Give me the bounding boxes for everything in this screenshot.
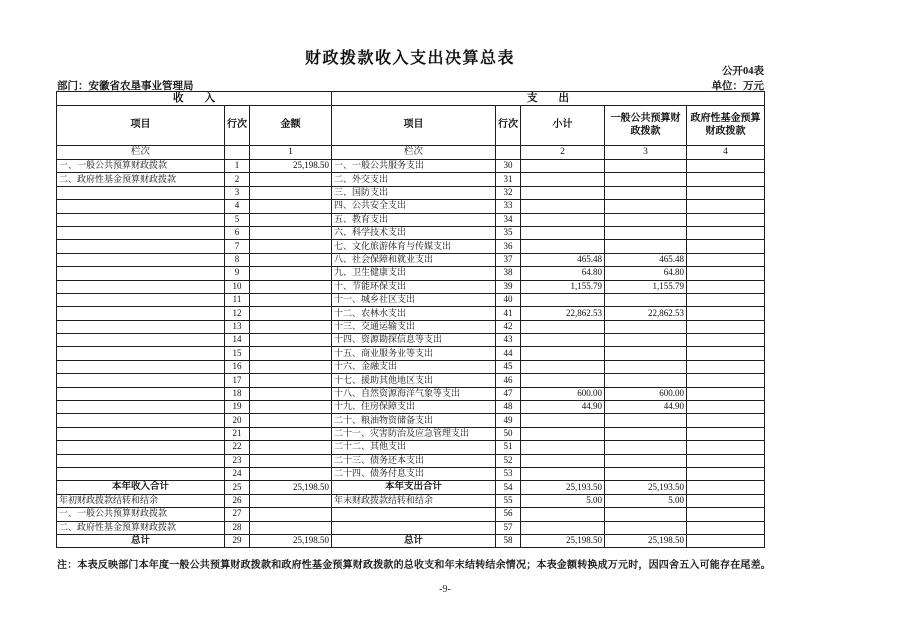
income-amount-cell	[250, 427, 332, 440]
income-amount-cell	[250, 213, 332, 226]
income-line-no-header: 行次	[225, 106, 250, 146]
section-header-row	[57, 92, 765, 106]
income-amount-cell	[250, 267, 332, 280]
table-row	[57, 160, 765, 173]
income-item-cell: 二、政府性基金预算财政拨款	[57, 521, 225, 534]
income-line-no-cell: 6	[225, 226, 250, 239]
expense-general-budget-cell: 1,155.79	[605, 280, 687, 293]
expense-subtotal-cell	[521, 160, 605, 173]
table-row	[57, 467, 765, 480]
table-row	[57, 226, 765, 239]
budget-summary-table	[56, 91, 765, 548]
form-code: 公开04表	[722, 66, 764, 77]
expense-general-budget-cell: 5.00	[605, 494, 687, 507]
expense-line-no-cell: 52	[496, 454, 521, 467]
expense-general-budget-cell	[605, 360, 687, 373]
expense-item-cell: 二十四、债务付息支出	[332, 467, 496, 480]
income-amount-cell	[250, 173, 332, 186]
expense-line-no-cell: 35	[496, 226, 521, 239]
expense-line-no-cell: 56	[496, 508, 521, 521]
expense-general-budget-cell	[605, 508, 687, 521]
expense-subtotal-cell	[521, 467, 605, 480]
income-banci-label: 栏次	[57, 146, 225, 160]
expense-gov-fund-cell	[687, 427, 765, 440]
expense-item-cell: 十二、农林水支出	[332, 307, 496, 320]
income-amount-cell	[250, 200, 332, 213]
income-item-cell	[57, 200, 225, 213]
income-amount-cell	[250, 521, 332, 534]
expense-general-budget-cell: 25,193.50	[605, 481, 687, 494]
expense-gov-fund-cell	[687, 347, 765, 360]
expense-gov-fund-cell	[687, 508, 765, 521]
expense-gov-fund-cell	[687, 401, 765, 414]
table-row	[57, 213, 765, 226]
income-amount-cell	[250, 494, 332, 507]
income-line-no-cell: 12	[225, 307, 250, 320]
department-label: 部门：安徽省农垦事业管理局	[57, 81, 194, 92]
income-item-cell	[57, 441, 225, 454]
income-line-no-cell: 14	[225, 334, 250, 347]
income-line-no-cell: 7	[225, 240, 250, 253]
expense-gov-fund-header: 政府性基金预算财政拨款	[687, 106, 765, 146]
income-amount-cell	[250, 253, 332, 266]
expense-subtotal-cell: 25,198.50	[521, 534, 605, 547]
expense-gov-fund-cell	[687, 534, 765, 547]
income-amount-cell	[250, 334, 332, 347]
expense-general-budget-cell	[605, 347, 687, 360]
income-banci-blank	[225, 146, 250, 160]
income-amount-cell	[250, 226, 332, 239]
expense-general-budget-cell	[605, 441, 687, 454]
expense-line-no-cell: 51	[496, 441, 521, 454]
expense-item-cell: 十四、资源勘探信息等支出	[332, 334, 496, 347]
expense-general-budget-cell	[605, 414, 687, 427]
income-amount-cell: 25,198.50	[250, 481, 332, 494]
income-line-no-cell: 22	[225, 441, 250, 454]
expense-subtotal-cell	[521, 320, 605, 333]
income-item-cell	[57, 401, 225, 414]
expense-general-budget-cell	[605, 521, 687, 534]
table-row	[57, 374, 765, 387]
income-item-cell	[57, 213, 225, 226]
income-line-no-cell: 17	[225, 374, 250, 387]
table-row	[57, 186, 765, 199]
expense-item-cell: 七、文化旅游体育与传媒支出	[332, 240, 496, 253]
expense-item-cell: 一、一般公共服务支出	[332, 160, 496, 173]
income-amount-cell	[250, 320, 332, 333]
income-amount-cell: 25,198.50	[250, 160, 332, 173]
income-item-cell	[57, 387, 225, 400]
expense-gov-fund-cell	[687, 387, 765, 400]
expense-subtotal-cell	[521, 240, 605, 253]
expense-general-budget-cell	[605, 173, 687, 186]
expense-item-cell: 二十二、其他支出	[332, 441, 496, 454]
expense-gov-fund-cell	[687, 293, 765, 306]
expense-general-budget-cell	[605, 213, 687, 226]
expense-general-budget-cell	[605, 293, 687, 306]
income-amount-cell: 25,198.50	[250, 534, 332, 547]
income-item-cell	[57, 320, 225, 333]
unit-label: 单位：万元	[711, 81, 764, 92]
expense-subtotal-cell	[521, 508, 605, 521]
income-line-no-cell: 26	[225, 494, 250, 507]
income-amount-cell	[250, 401, 332, 414]
expense-gov-fund-cell	[687, 200, 765, 213]
table-row	[57, 521, 765, 534]
expense-line-no-cell: 49	[496, 414, 521, 427]
expense-gov-fund-cell	[687, 441, 765, 454]
expense-general-budget-cell	[605, 454, 687, 467]
expense-line-no-cell: 42	[496, 320, 521, 333]
table-row	[57, 347, 765, 360]
income-line-no-cell: 10	[225, 280, 250, 293]
expense-item-cell: 四、公共安全支出	[332, 200, 496, 213]
income-item-cell	[57, 240, 225, 253]
expense-subtotal-col-no: 2	[521, 146, 605, 160]
income-amount-cell	[250, 347, 332, 360]
expense-general-budget-cell	[605, 160, 687, 173]
expense-item-cell	[332, 508, 496, 521]
expense-line-no-cell: 34	[496, 213, 521, 226]
expense-general-budget-cell	[605, 240, 687, 253]
income-item-cell	[57, 280, 225, 293]
expense-subtotal-header: 小计	[521, 106, 605, 146]
table-row	[57, 454, 765, 467]
expense-line-no-cell: 36	[496, 240, 521, 253]
income-line-no-cell: 5	[225, 213, 250, 226]
income-item-cell	[57, 226, 225, 239]
income-item-cell: 一、一般公共预算财政拨款	[57, 508, 225, 521]
expense-gov-fund-cell	[687, 240, 765, 253]
table-row	[57, 401, 765, 414]
expense-subtotal-cell	[521, 347, 605, 360]
expense-item-cell: 二十一、灾害防治及应急管理支出	[332, 427, 496, 440]
table-row	[57, 253, 765, 266]
expense-subtotal-cell: 5.00	[521, 494, 605, 507]
expense-item-cell: 十七、援助其他地区支出	[332, 374, 496, 387]
income-line-no-cell: 11	[225, 293, 250, 306]
income-item-cell: 年初财政拨款结转和结余	[57, 494, 225, 507]
income-item-cell: 本年收入合计	[57, 481, 225, 494]
income-amount-cell	[250, 293, 332, 306]
expense-subtotal-cell	[521, 173, 605, 186]
expense-subtotal-cell	[521, 441, 605, 454]
expense-gov-fund-cell	[687, 494, 765, 507]
income-line-no-cell: 1	[225, 160, 250, 173]
expense-gov-fund-cell	[687, 253, 765, 266]
income-item-cell	[57, 307, 225, 320]
expense-item-cell: 十五、商业服务业等支出	[332, 347, 496, 360]
expense-gov-fund-cell	[687, 320, 765, 333]
income-line-no-cell: 20	[225, 414, 250, 427]
expense-subtotal-cell: 465.48	[521, 253, 605, 266]
expense-item-cell: 六、科学技术支出	[332, 226, 496, 239]
income-line-no-cell: 8	[225, 253, 250, 266]
income-line-no-cell: 19	[225, 401, 250, 414]
expense-gov-fund-cell	[687, 213, 765, 226]
expense-general-budget-cell: 22,862.53	[605, 307, 687, 320]
income-line-no-cell: 23	[225, 454, 250, 467]
table-row	[57, 334, 765, 347]
table-row	[57, 360, 765, 373]
income-item-cell: 总计	[57, 534, 225, 547]
expense-item-cell: 五、教育支出	[332, 213, 496, 226]
income-line-no-cell: 13	[225, 320, 250, 333]
expense-line-no-header: 行次	[496, 106, 521, 146]
expense-gov-fund-cell	[687, 414, 765, 427]
expense-gov-fund-cell	[687, 307, 765, 320]
expense-line-no-cell: 33	[496, 200, 521, 213]
expense-subtotal-cell	[521, 213, 605, 226]
expense-subtotal-cell: 22,862.53	[521, 307, 605, 320]
expense-subtotal-cell	[521, 521, 605, 534]
expense-line-no-cell: 38	[496, 267, 521, 280]
page-title: 财政拨款收入支出决算总表	[304, 50, 515, 67]
income-item-cell: 二、政府性基金预算财政拨款	[57, 173, 225, 186]
table-row	[57, 267, 765, 280]
expense-line-no-cell: 31	[496, 173, 521, 186]
table-row	[57, 481, 765, 494]
income-item-cell	[57, 360, 225, 373]
expense-subtotal-cell	[521, 360, 605, 373]
expense-gov-fund-cell	[687, 467, 765, 480]
expense-banci-label: 栏次	[332, 146, 496, 160]
expense-item-cell: 二十、粮油物资储备支出	[332, 414, 496, 427]
expense-line-no-cell: 54	[496, 481, 521, 494]
expense-item-cell: 总计	[332, 534, 496, 547]
column-header-row	[57, 106, 765, 146]
expense-line-no-cell: 43	[496, 334, 521, 347]
income-amount-cell	[250, 240, 332, 253]
expense-item-cell: 十六、金融支出	[332, 360, 496, 373]
expense-gov-fund-cell	[687, 334, 765, 347]
expense-general-budget-cell	[605, 186, 687, 199]
expense-section-header: 支出	[332, 92, 765, 106]
table-row	[57, 280, 765, 293]
expense-line-no-cell: 48	[496, 401, 521, 414]
table-row	[57, 173, 765, 186]
expense-banci-blank	[496, 146, 521, 160]
income-item-cell	[57, 293, 225, 306]
income-amount-col-no: 1	[250, 146, 332, 160]
expense-general-budget-cell	[605, 467, 687, 480]
expense-item-cell: 十九、住房保障支出	[332, 401, 496, 414]
expense-fund-col-no: 4	[687, 146, 765, 160]
income-line-no-cell: 29	[225, 534, 250, 547]
income-section-header: 收入	[57, 92, 332, 106]
table-row	[57, 387, 765, 400]
expense-general-budget-cell: 600.00	[605, 387, 687, 400]
expense-line-no-cell: 39	[496, 280, 521, 293]
expense-line-no-cell: 53	[496, 467, 521, 480]
expense-line-no-cell: 44	[496, 347, 521, 360]
expense-gov-fund-cell	[687, 374, 765, 387]
income-amount-cell	[250, 414, 332, 427]
expense-item-cell: 八、社会保障和就业支出	[332, 253, 496, 266]
expense-subtotal-cell	[521, 374, 605, 387]
expense-subtotal-cell: 600.00	[521, 387, 605, 400]
footnote: 注：本表反映部门本年度一般公共预算财政拨款和政府性基金预算财政拨款的总收支和年末结转结余情况；本表金额转换成万元时，因四舍五入可能存在尾差。	[57, 560, 771, 571]
income-item-header: 项目	[57, 106, 225, 146]
expense-gov-fund-cell	[687, 280, 765, 293]
expense-line-no-cell: 47	[496, 387, 521, 400]
income-item-cell	[57, 334, 225, 347]
expense-line-no-cell: 37	[496, 253, 521, 266]
expense-general-budget-cell	[605, 427, 687, 440]
income-amount-cell	[250, 441, 332, 454]
expense-line-no-cell: 30	[496, 160, 521, 173]
expense-item-cell: 十、节能环保支出	[332, 280, 496, 293]
expense-gov-fund-cell	[687, 521, 765, 534]
expense-gov-fund-cell	[687, 173, 765, 186]
expense-subtotal-cell: 25,193.50	[521, 481, 605, 494]
income-amount-cell	[250, 387, 332, 400]
expense-general-budget-cell: 465.48	[605, 253, 687, 266]
income-item-cell	[57, 186, 225, 199]
income-amount-cell	[250, 307, 332, 320]
income-item-cell: 一、一般公共预算财政拨款	[57, 160, 225, 173]
income-line-no-cell: 25	[225, 481, 250, 494]
expense-general-budget-header: 一般公共预算财政拨款	[605, 106, 687, 146]
table-row	[57, 307, 765, 320]
expense-item-cell	[332, 521, 496, 534]
expense-general-budget-cell	[605, 320, 687, 333]
income-amount-header: 金额	[250, 106, 332, 146]
table-row	[57, 427, 765, 440]
expense-gov-fund-cell	[687, 360, 765, 373]
table-row	[57, 508, 765, 521]
expense-subtotal-cell	[521, 454, 605, 467]
expense-line-no-cell: 57	[496, 521, 521, 534]
income-item-cell	[57, 374, 225, 387]
expense-subtotal-cell: 44.90	[521, 401, 605, 414]
income-amount-cell	[250, 374, 332, 387]
table-row	[57, 414, 765, 427]
income-item-cell	[57, 427, 225, 440]
income-item-cell	[57, 414, 225, 427]
income-line-no-cell: 4	[225, 200, 250, 213]
expense-general-budget-cell: 44.90	[605, 401, 687, 414]
expense-line-no-cell: 41	[496, 307, 521, 320]
expense-item-cell: 本年支出合计	[332, 481, 496, 494]
expense-subtotal-cell: 64.80	[521, 267, 605, 280]
expense-subtotal-cell	[521, 293, 605, 306]
table-row	[57, 494, 765, 507]
income-item-cell	[57, 467, 225, 480]
expense-general-budget-cell: 25,198.50	[605, 534, 687, 547]
expense-gov-fund-cell	[687, 160, 765, 173]
expense-subtotal-cell	[521, 200, 605, 213]
table-row	[57, 534, 765, 547]
expense-gov-fund-cell	[687, 186, 765, 199]
table-row	[57, 293, 765, 306]
expense-gov-fund-cell	[687, 267, 765, 280]
income-line-no-cell: 2	[225, 173, 250, 186]
expense-item-cell: 三、国防支出	[332, 186, 496, 199]
expense-line-no-cell: 32	[496, 186, 521, 199]
income-item-cell	[57, 454, 225, 467]
expense-general-col-no: 3	[605, 146, 687, 160]
expense-line-no-cell: 40	[496, 293, 521, 306]
expense-item-cell: 年末财政拨款结转和结余	[332, 494, 496, 507]
expense-line-no-cell: 55	[496, 494, 521, 507]
table-row	[57, 240, 765, 253]
table-row	[57, 200, 765, 213]
expense-item-cell: 十八、自然资源海洋气象等支出	[332, 387, 496, 400]
expense-subtotal-cell	[521, 226, 605, 239]
income-item-cell	[57, 267, 225, 280]
expense-subtotal-cell	[521, 414, 605, 427]
income-line-no-cell: 3	[225, 186, 250, 199]
income-amount-cell	[250, 454, 332, 467]
income-amount-cell	[250, 360, 332, 373]
income-amount-cell	[250, 280, 332, 293]
expense-line-no-cell: 45	[496, 360, 521, 373]
expense-gov-fund-cell	[687, 226, 765, 239]
income-line-no-cell: 15	[225, 347, 250, 360]
table-row	[57, 320, 765, 333]
income-line-no-cell: 16	[225, 360, 250, 373]
expense-general-budget-cell: 64.80	[605, 267, 687, 280]
expense-gov-fund-cell	[687, 481, 765, 494]
income-line-no-cell: 24	[225, 467, 250, 480]
income-item-cell	[57, 347, 225, 360]
expense-subtotal-cell	[521, 186, 605, 199]
expense-general-budget-cell	[605, 374, 687, 387]
income-amount-cell	[250, 467, 332, 480]
income-item-cell	[57, 253, 225, 266]
expense-item-cell: 十三、交通运输支出	[332, 320, 496, 333]
expense-general-budget-cell	[605, 200, 687, 213]
expense-line-no-cell: 50	[496, 427, 521, 440]
column-index-row	[57, 146, 765, 160]
expense-item-cell: 九、卫生健康支出	[332, 267, 496, 280]
expense-item-header: 项目	[332, 106, 496, 146]
income-line-no-cell: 27	[225, 508, 250, 521]
expense-subtotal-cell: 1,155.79	[521, 280, 605, 293]
income-line-no-cell: 9	[225, 267, 250, 280]
income-amount-cell	[250, 186, 332, 199]
expense-line-no-cell: 46	[496, 374, 521, 387]
income-amount-cell	[250, 508, 332, 521]
expense-general-budget-cell	[605, 334, 687, 347]
expense-line-no-cell: 58	[496, 534, 521, 547]
expense-gov-fund-cell	[687, 454, 765, 467]
income-line-no-cell: 28	[225, 521, 250, 534]
expense-item-cell: 二、外交支出	[332, 173, 496, 186]
expense-subtotal-cell	[521, 427, 605, 440]
expense-subtotal-cell	[521, 334, 605, 347]
expense-item-cell: 二十三、债务还本支出	[332, 454, 496, 467]
income-line-no-cell: 18	[225, 387, 250, 400]
expense-item-cell: 十一、城乡社区支出	[332, 293, 496, 306]
table-row	[57, 441, 765, 454]
income-line-no-cell: 21	[225, 427, 250, 440]
page-number: -9-	[439, 584, 451, 595]
expense-general-budget-cell	[605, 226, 687, 239]
